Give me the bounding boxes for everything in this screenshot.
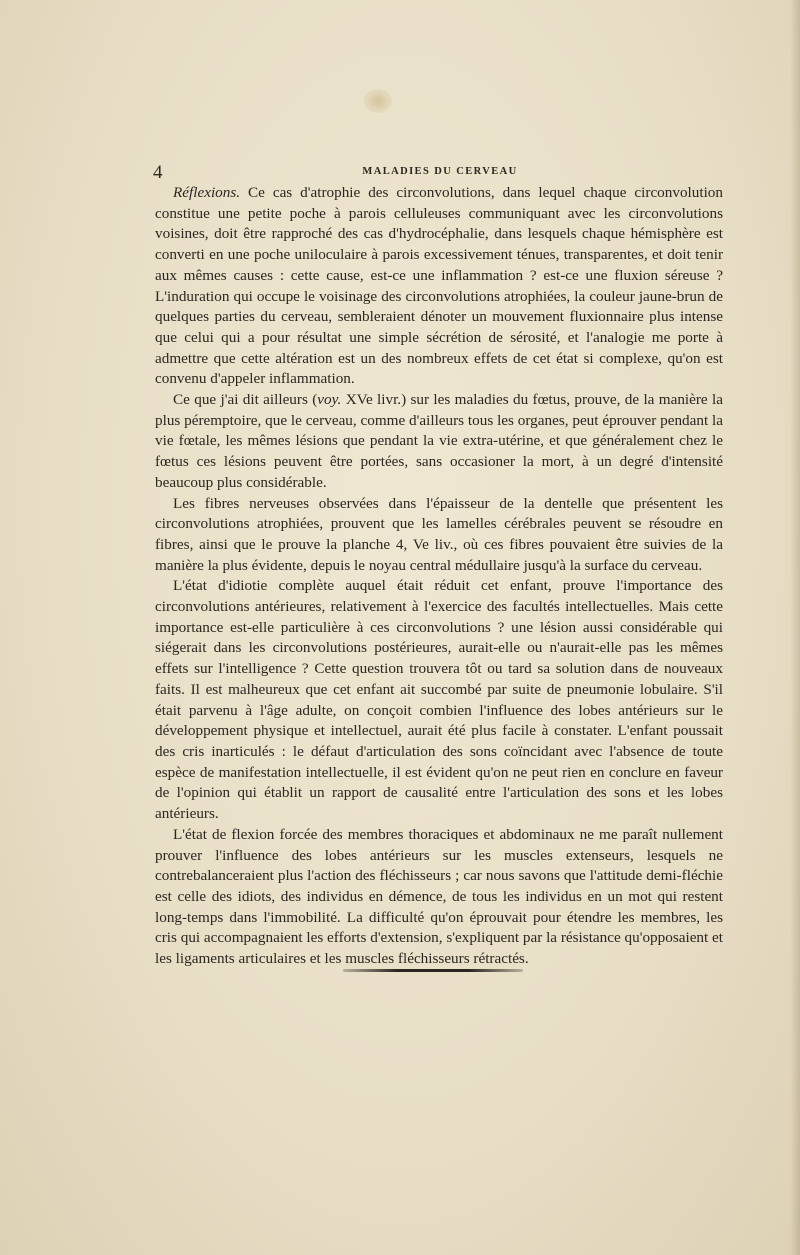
paragraph-lead: Réflexions. — [173, 184, 241, 201]
paragraph-flexion: L'état de flexion forcée des membres thoraciques et abdominaux ne me paraît nullement prouver l'influence des lobes antérieurs sur les muscles extenseurs, lesquels ne contrebalanceraient plus l'action des fléchisseurs ; car nous savons que l'attitude demi-fléchie est celle des idiots, des individus en démence, de tous les individus en un mot qui restent long-temps dans l'immobilité. La difficulté qu'on éprouvait pour étendre les membres, les cris qui accompagnaient les efforts d'extension, s'expliquent par la résistance qu'opposaient et les ligaments articulaires et les muscles fléchisseurs rétractés. — [155, 825, 724, 968]
page-number: 4 — [153, 162, 163, 183]
paragraph-text: Ce cas d'atrophie des circonvolutions, dans lequel chaque circonvolution constitue une petite poche à parois celluleuses communiquant avec les circonvolutions voisines, doit être rapproché des cas d'hydrocéphalie, dans lesquels chaque hémisphère est converti en une poche uniloculaire à parois excessivement ténues, transparentes, et doit tenir aux mêmes causes : cette cause, est-ce une inflammation ? est-ce une fluxion séreuse ? L'induration qui occupe le voisinage des circonvolutions atrophiées, la couleur jaune-brun de quelques parties du cerveau, sembleraient dénoter un mouvement fluxionnaire plus intense que celui qui a pour résultat une simple sécrétion de sérosité, et l'analogie me porte à admettre que cette altération est un des nombreux effets de cet état si complexe, qu'on est convenu d'appeler inflammation. — [155, 184, 723, 388]
body-text — [155, 183, 723, 970]
running-head: MALADIES DU CERVEAU — [362, 166, 518, 177]
paragraph-idiotie: L'état d'idiotie complète auquel était réduit cet enfant, prouve l'importance des circonvolutions antérieures, relativement à l'exercice des facultés intellectuelles. Mais cette importance est-elle particulière à ces circonvolutions ? une lésion aussi considérable qui siégerait dans les circonvolutions postérieures, aurait-elle ou n'aurait-elle pas les mêmes effets sur l'intelligence ? Cette question trouvera tôt ou tard sa solution dans de nouveaux faits. Il est malheureux que cet enfant ait succombé par suite de pneumonie lobulaire. S'il était parvenu à l'âge adulte, on conçoit combien l'influence des lobes antérieurs sur le développement physique et intellectuel, aurait été plus facile à constater. L'enfant poussait des cris inarticulés : le défaut d'articulation des sons coïncidant avec l'absence de toute espèce de manifestation intellectuelle, il est évident qu'on ne peut rien en conclure en faveur de l'opinion qui établit un rapport de causalité entre l'articulation des sons et les lobes antérieurs. — [155, 577, 723, 823]
paragraph-reference: voy. — [317, 391, 342, 409]
page-edge-shadow — [790, 0, 800, 1255]
paragraph-text: XVe livr.) sur les maladies du fœtus, prouve, de la manière la plus péremptoire, que le cerveau, comme d'ailleurs tous les organes, peut éprouver pendant la vie fœtale, les mêmes lésions que pendant la vie extra-utérine, et que généralement chez le fœtus ces lésions peuvent être portées, sans occasioner la mort, à un degré d'intensité beaucoup plus considérable. — [155, 391, 723, 491]
paper-stain — [364, 89, 392, 113]
closing-rule — [343, 969, 523, 972]
paragraph-fibres: Les fibres nerveuses observées dans l'épaisseur de la dentelle que présentent les circonvolutions atrophiées, prouvent que les lamelles cérébrales peuvent se résoudre en fibres, ainsi que le prouve la planche 4, Ve liv., où ces fibres pouvaient être suivies de la manière la plus évidente, depuis le noyau central médullaire jusqu'à la surface du cerveau. — [155, 494, 723, 574]
paragraph-reflexions — [155, 183, 723, 390]
paragraph-text-before: Ce que j'ai dit ailleurs ( — [173, 391, 318, 409]
paragraph-foetus — [155, 390, 723, 494]
